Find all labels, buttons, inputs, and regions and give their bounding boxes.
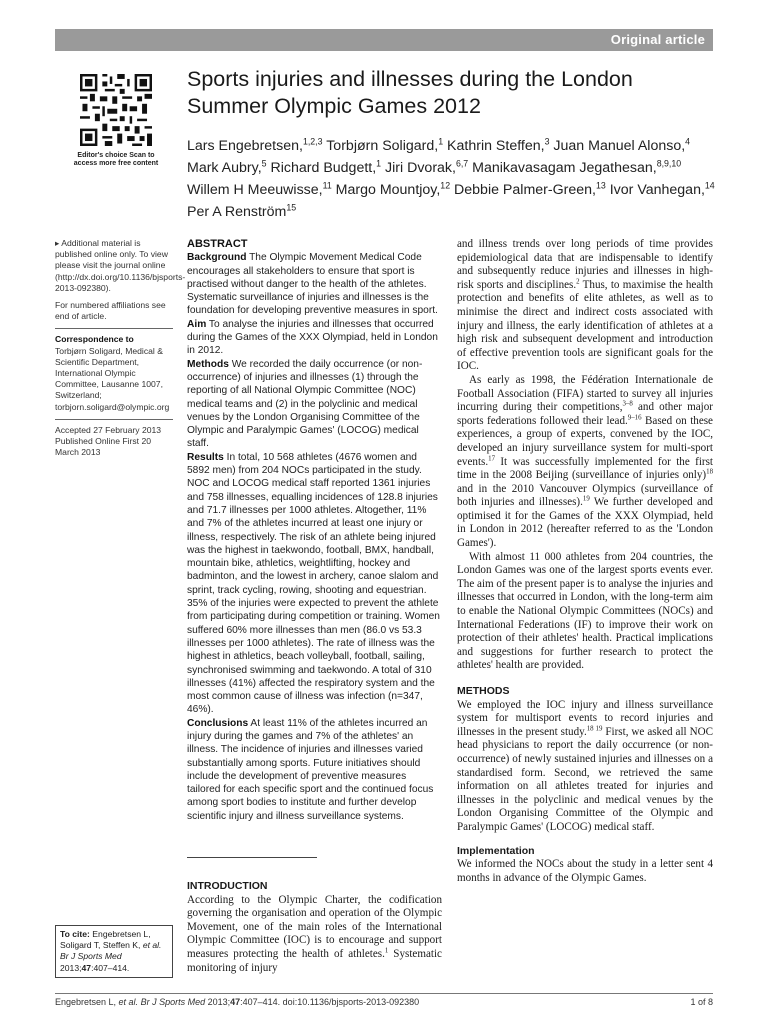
reference-marker: 2: [576, 278, 580, 286]
background-label: Background: [187, 252, 247, 264]
author-name: Per A Renström: [187, 204, 287, 220]
body-text: It was successfully implemented for the first time in the 2008 Beijing (surveillance of injuries only): [457, 455, 713, 482]
introduction-text: According to the Olympic Charter, the codification governing the organisation and operation of the Olympic Movement, one of the main roles of the International Olympic Committee (IOC) is to encourage and support measures protecting the health of athletes.: [187, 893, 442, 960]
implementation-heading: Implementation: [457, 844, 535, 857]
author-name: Torbjørn Soligard,: [322, 138, 439, 154]
reference-marker: 19: [582, 495, 590, 503]
aim-text: To analyse the injuries and illnesses that occurred during the Games of the XXX Olympiad, held in London in 2012.: [187, 318, 438, 357]
divider: [55, 328, 173, 329]
cite-pages: :407–414.: [91, 962, 130, 973]
abstract: [187, 238, 442, 823]
conclusions-label: Conclusions: [187, 717, 249, 729]
body-text: and other major sports federations followed their lead.: [457, 401, 713, 427]
footer-etal: et al.: [118, 997, 139, 1007]
author-name: Richard Budgett,: [266, 160, 377, 176]
conclusions-text: At least 11% of the athletes incurred an injury during the games and 7% of the athletes' an illness. The incidence of injuries and illnesses varied substantially among sports. Future initiatives should include the development of preventive measures tailored for each specific sport and the continued focus among sport bodies to institute and further develop scientific injury and illness surveillance systems.: [187, 717, 434, 822]
body-text: As early as 1998, the Fédération Internationale de Football Association (FIFA) started to survey all injuries incurring during their competitions,: [457, 373, 713, 414]
background-text: The Olympic Movement Medical Code encourages all stakeholders to ensure that sport is practised without danger to the health of the athletes. Systematic surveillance of injuries and illnesses is the foundation for developing preventive measures in sport.: [187, 252, 438, 317]
footer-journal: Br J Sports Med: [138, 997, 206, 1007]
affiliation-marker: 1: [376, 158, 382, 169]
footer-volume: 47: [230, 997, 241, 1007]
methods-heading: METHODS: [457, 685, 510, 697]
author-name: Willem H Meeuwisse,: [187, 182, 323, 198]
abstract-heading: ABSTRACT: [187, 238, 248, 250]
reference-marker: 3–8: [622, 400, 633, 408]
introduction-section: [187, 880, 442, 975]
body-text: Thus, to maximise the health protection and benefits of elite athletes, as well as to minimise the direct and indirect costs associated with injury and illness, the early identification of athletes at a high risk and subsequent development and introduction of effective prevention tools are significant goals for the IOC.: [457, 278, 713, 373]
additional-material-note: ▸ Additional material is published online only. To view please visit the journal online (http://dx.doi.org/10.1136/bjsports-2013-092380).: [55, 238, 186, 293]
author-name: Ivor Vanhegan,: [605, 182, 705, 198]
sidebar: [55, 238, 186, 464]
body-text: We informed the NOCs about the study in a letter sent 4 months in advance of the Olympic Games.: [457, 858, 713, 884]
footer-citation: [55, 997, 419, 1007]
qr-code-icon: [80, 74, 152, 146]
cite-authors: Engebretsen L, Soligard T, Steffen K,: [60, 929, 151, 951]
methods-text: We recorded the daily occurrence (or non-occurrence) of injuries and illnesses (1) through the reporting of all National Olympic Committee (NOC) medical teams and (2) in the polyclinic and medical venues by the London Organising Committee of the Olympic and Paralympic Games' (LOCOG) medical staff.: [187, 358, 423, 450]
author-name: Debbie Palmer-Green,: [450, 182, 596, 198]
affiliation-marker: 3: [544, 136, 550, 147]
correspondence-heading: Correspondence to: [55, 334, 134, 345]
affiliation-marker: 12: [440, 180, 451, 191]
qr-caption: Editor's choice Scan to access more free content: [73, 152, 159, 167]
body-text: and in the 2010 Vancouver Olympics (surveillance of both injuries and illnesses).: [457, 482, 713, 509]
affiliations-note: For numbered affiliations see end of article.: [55, 300, 166, 322]
reference-marker: 18 19: [586, 725, 603, 733]
reference-marker: 9–16: [627, 414, 642, 422]
body-text: Based on these experiences, a group of experts, convened by the IOC, developed an injury surveillance system for multi-sport events.: [457, 414, 713, 468]
body-text: and illness trends over long periods of time provides epidemiological data that are indispensable to identify and subsequently reduce injuries and illnesses in high-risk sports and disciplines.: [457, 238, 713, 291]
affiliation-marker: 1: [438, 136, 444, 147]
reference-marker: 1: [384, 947, 389, 955]
author-name: Lars Engebretsen,: [187, 138, 303, 154]
introduction-heading: INTRODUCTION: [187, 880, 268, 892]
author-name: Manikavasagam Jegathesan,: [468, 160, 657, 176]
affiliation-marker: 11: [322, 180, 332, 191]
affiliation-marker: 6,7: [455, 158, 469, 169]
author-name: Juan Manuel Alonso,: [549, 138, 686, 154]
affiliation-marker: 5: [261, 158, 267, 169]
abstract-end-rule: [187, 857, 317, 858]
affiliation-marker: 4: [685, 136, 691, 147]
methods-label: Methods: [187, 358, 229, 370]
cite-journal: Br J Sports Med: [60, 951, 122, 962]
article-title: Sports injuries and illnesses during the London Summer Olympic Games 2012: [187, 67, 633, 118]
results-label: Results: [187, 451, 224, 463]
affiliation-marker: 8,9,10: [656, 158, 682, 169]
footer-year: 2013;: [205, 997, 231, 1007]
footer-authors: Engebretsen L,: [55, 997, 119, 1007]
right-column: [457, 238, 713, 885]
cite-volume: 47: [81, 962, 92, 973]
affiliation-marker: 15: [286, 202, 297, 213]
aim-label: Aim: [187, 318, 207, 330]
footer-divider: [55, 993, 713, 994]
article-dates: Accepted 27 February 2013 Published Online First 20 March 2013: [55, 424, 162, 458]
cite-year: 2013;: [60, 962, 82, 973]
author-name: Margo Mountjoy,: [331, 182, 441, 198]
divider: [55, 419, 173, 420]
affiliation-marker: 14: [704, 180, 715, 191]
body-text: First, we asked all NOC head physicians to report the daily occurrence (or non-occurrence) of newly sustained injuries and illnesses on a standardised form. Second, we retrieved the same information on all athletes treated for injuries and illnesses in the polyclinic and medical venues by the London Organising Committee of the Olympic and Paralympic Games' (LOCOG) medical staff.: [457, 725, 713, 833]
cite-etal: et al.: [142, 940, 162, 951]
affiliation-marker: 1,2,3: [302, 136, 323, 147]
cite-label: To cite:: [60, 929, 90, 939]
page-number: 1 of 8: [690, 997, 713, 1007]
author-name: Jiri Dvorak,: [381, 160, 456, 176]
footer-doi: :407–414. doi:10.1136/bjsports-2013-092380: [240, 997, 420, 1007]
reference-marker: 18: [706, 468, 713, 476]
introduction-text-cont: Systematic monitoring of injury: [187, 947, 442, 974]
reference-marker: 17: [488, 454, 495, 462]
author-list: [187, 135, 717, 223]
author-name: Kathrin Steffen,: [443, 138, 545, 154]
body-text: We further developed and optimised it for the Games of the XXX Olympiad, held in London in 2012 (hereafter referred to as the 'London Games').: [457, 496, 713, 550]
affiliation-marker: 13: [595, 180, 606, 191]
correspondence-details: Torbjørn Soligard, Medical & Scientific Department, International Olympic Committee, Lausanne 1007, Switzerland; torbjorn.soligard@olympic.org: [55, 345, 170, 412]
header-bar: [55, 29, 713, 51]
section-label: Original article: [610, 32, 705, 47]
body-text: With almost 11 000 athletes from 204 countries, the London Games was one of the largest sports events ever. The aim of the present paper is to analyse the injuries and illnesses that occurred in London, with the long-term aim to enable the National Olympic Committees (NOCs) and International Federations (IF) to improve their work on protection of their athletes' health. Practical implications and suggestions for further research to protect the athletes' health are provided.: [457, 550, 713, 672]
author-name: Mark Aubry,: [187, 160, 262, 176]
body-text: We employed the IOC injury and illness surveillance system for multisport events to record injuries and illnesses in the present study.: [457, 698, 713, 738]
citation-box: [55, 925, 173, 978]
results-text: In total, 10 568 athletes (4676 women and 5892 men) from 204 NOCs participated in the study. NOC and LOCOG medical staff reported 1361 injuries and 758 illnesses, equalling incidences of 128.8 injuries and 71.7 illnesses per 1000 athletes. Altogether, 11% and 7% of the athletes incurred at least one injury or illness, respectively. The risk of an athlete being injured was the highest in taekwondo, football, BMX, handball, mountain bike, athletics, weightlifting, hockey and badminton, and the lowest in archery, canoe slalom and sprint, track cycling, rowing, shooting and equestrian. 35% of the injuries were expected to prevent the athlete from participating during competition or training. Women suffered 60% more illnesses than men (86.0 vs 53.3 illnesses per 1000 athletes). The rate of illness was the highest in athletics, beach volleyball, football, sailing, synchronised swimming and taekwondo. A total of 310 illnesses (41%) affected the respiratory system and the most common cause of illness was infection (n=347, 46%).: [187, 451, 440, 716]
